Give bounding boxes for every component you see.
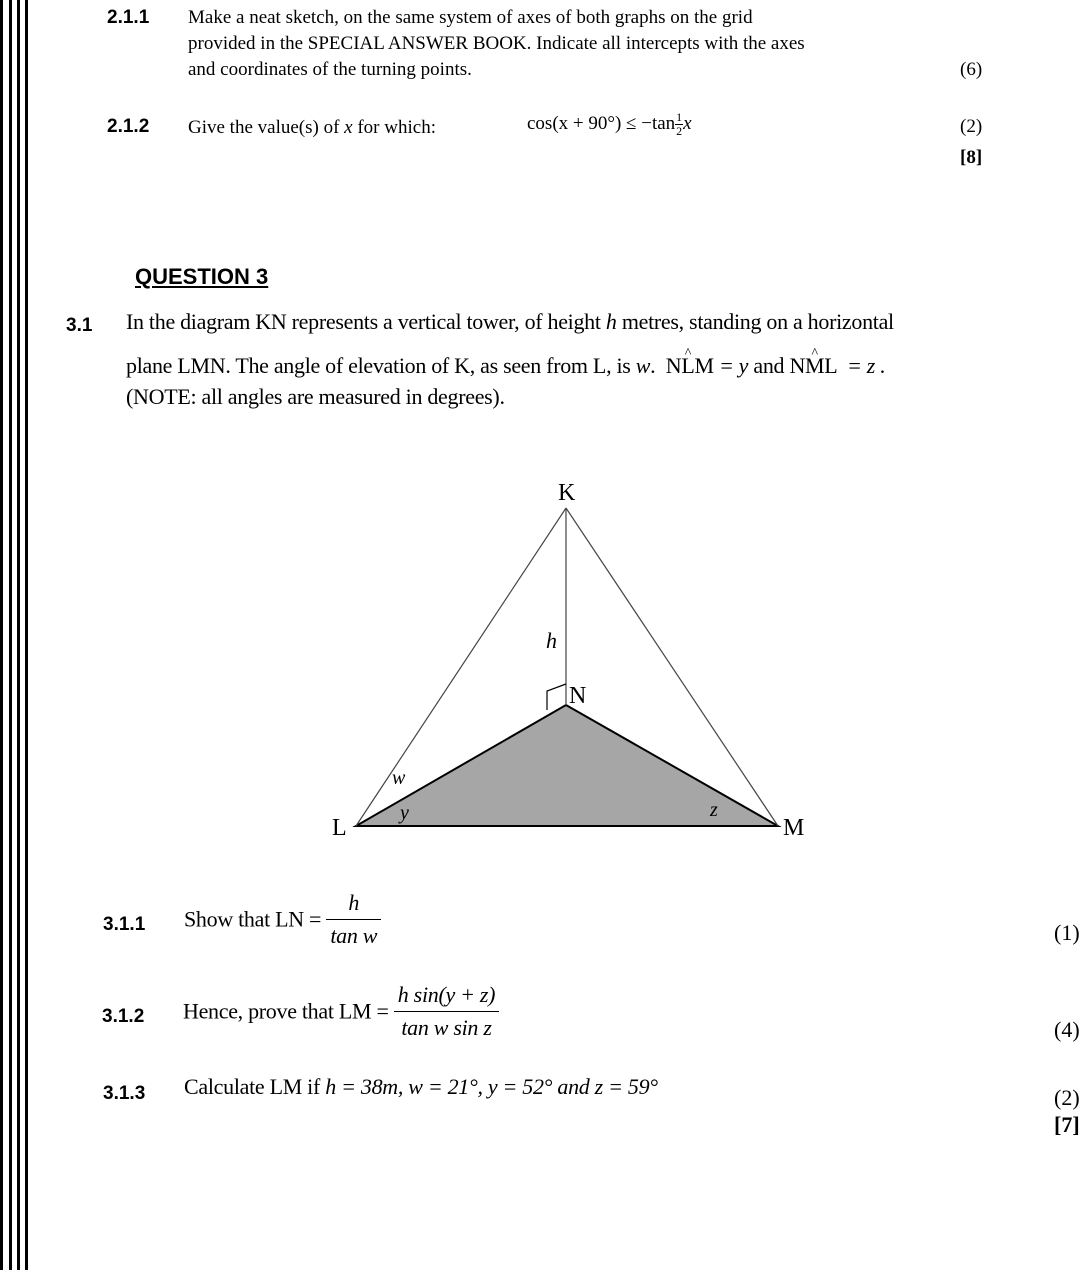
question-2-1-1-line-2: provided in the SPECIAL ANSWER BOOK. Indicate all intercepts with the axes (188, 33, 805, 54)
angle-nlm-value: = y (718, 353, 749, 378)
question-2-1-2-suffix: for which: (357, 117, 436, 138)
left-border-bars (0, 0, 34, 1270)
question-3-1-3-values: h = 38m, w = 21°, y = 52° and z = 59° (325, 1074, 658, 1099)
angle-nml-l: L (824, 353, 837, 378)
half-denominator: 2 (676, 124, 683, 139)
question-3-1-var-w: w (635, 353, 651, 378)
label-z: z (710, 799, 718, 821)
label-n: N (569, 683, 587, 709)
question-2-1-2-var: x (344, 117, 353, 138)
angle-nml (789, 353, 836, 378)
tower-diagram (320, 470, 820, 850)
question-2-1-1-line-3: and coordinates of the turning points. (188, 59, 472, 80)
label-y: y (400, 802, 409, 824)
question-3-1-2-prefix: Hence, prove that LM = (183, 998, 389, 1024)
question-3-1-3-prefix: Calculate LM if (184, 1074, 321, 1099)
lm-fraction-denominator: tan w sin z (401, 1015, 492, 1040)
question-3-heading: QUESTION 3 (135, 264, 269, 289)
angle-nml-m: ^ M (805, 351, 824, 381)
lm-fraction-numerator: h sin(y + z) (394, 980, 499, 1012)
lm-fraction (394, 980, 499, 1043)
angle-nml-value: = z . (847, 353, 886, 378)
question-3-1-line-2-a: plane LMN. The angle of elevation of K, as seen from L, is (126, 353, 631, 378)
question-3-1-1-text (184, 888, 381, 951)
question-3-1-line-3: (NOTE: all angles are measured in degrees). (126, 384, 505, 409)
label-k: K (558, 480, 576, 506)
question-number-2-1-1: 2.1.1 (107, 7, 150, 28)
marks-3-1-3: (2) (1054, 1085, 1080, 1110)
label-h: h (546, 628, 557, 653)
question-number-3-1-3: 3.1.3 (103, 1083, 146, 1104)
ln-fraction-denominator: tan w (330, 923, 378, 948)
marks-3-1-2: (4) (1054, 1017, 1080, 1042)
question-3-1-line-1-b: metres, standing on a horizontal (621, 309, 894, 334)
inequality-expression (527, 111, 692, 138)
ln-fraction (326, 888, 381, 951)
question-number-3-1: 3.1 (66, 315, 93, 336)
question-2-1-2-prefix: Give the value(s) of (188, 117, 340, 138)
inequality-right: x (683, 113, 692, 134)
total-marks-q2: [8] (960, 147, 983, 168)
marks-3-1-1: (1) (1054, 920, 1080, 945)
label-m: M (783, 815, 805, 841)
half-numerator: 1 (676, 110, 683, 125)
question-3-1-2-text (183, 980, 499, 1043)
total-marks-q3: [7] (1054, 1112, 1080, 1137)
question-3-1-var-h: h (605, 309, 617, 334)
angle-nlm-m: M (694, 353, 714, 378)
marks-2-1-1: (6) (960, 59, 983, 80)
half-fraction (675, 111, 683, 138)
question-3-1-and: and (753, 353, 785, 378)
question-3-1-line-1-a: In the diagram KN represents a vertical tower, of height (126, 309, 601, 334)
question-number-3-1-1: 3.1.1 (103, 914, 146, 935)
angle-nlm-l: ^ L (681, 351, 694, 381)
angle-nlm-n: N (665, 353, 682, 378)
question-2-1-2-text (188, 115, 436, 141)
question-3-1-line-1 (126, 307, 894, 337)
question-3-1-line-2: plane LMN. The angle of elevation of K, as seen from L, is w. N^ LM = y and N^ ML = z . (126, 351, 885, 381)
question-number-3-1-2: 3.1.2 (102, 1006, 145, 1027)
angle-nlm (666, 353, 714, 378)
question-3-1-1-prefix: Show that LN = (184, 906, 322, 932)
question-number-2-1-2: 2.1.2 (107, 116, 150, 137)
ln-fraction-numerator: h (326, 888, 381, 920)
question-2-1-1-line-1: Make a neat sketch, on the same system of axes of both graphs on the grid (188, 7, 753, 28)
label-l: L (332, 815, 347, 841)
label-w: w (392, 767, 406, 789)
marks-2-1-2: (2) (960, 116, 983, 137)
angle-nml-n: N (789, 353, 806, 378)
question-3-1-3-text (184, 1072, 658, 1102)
inequality-left: cos(x + 90°) ≤ −tan (527, 113, 676, 134)
